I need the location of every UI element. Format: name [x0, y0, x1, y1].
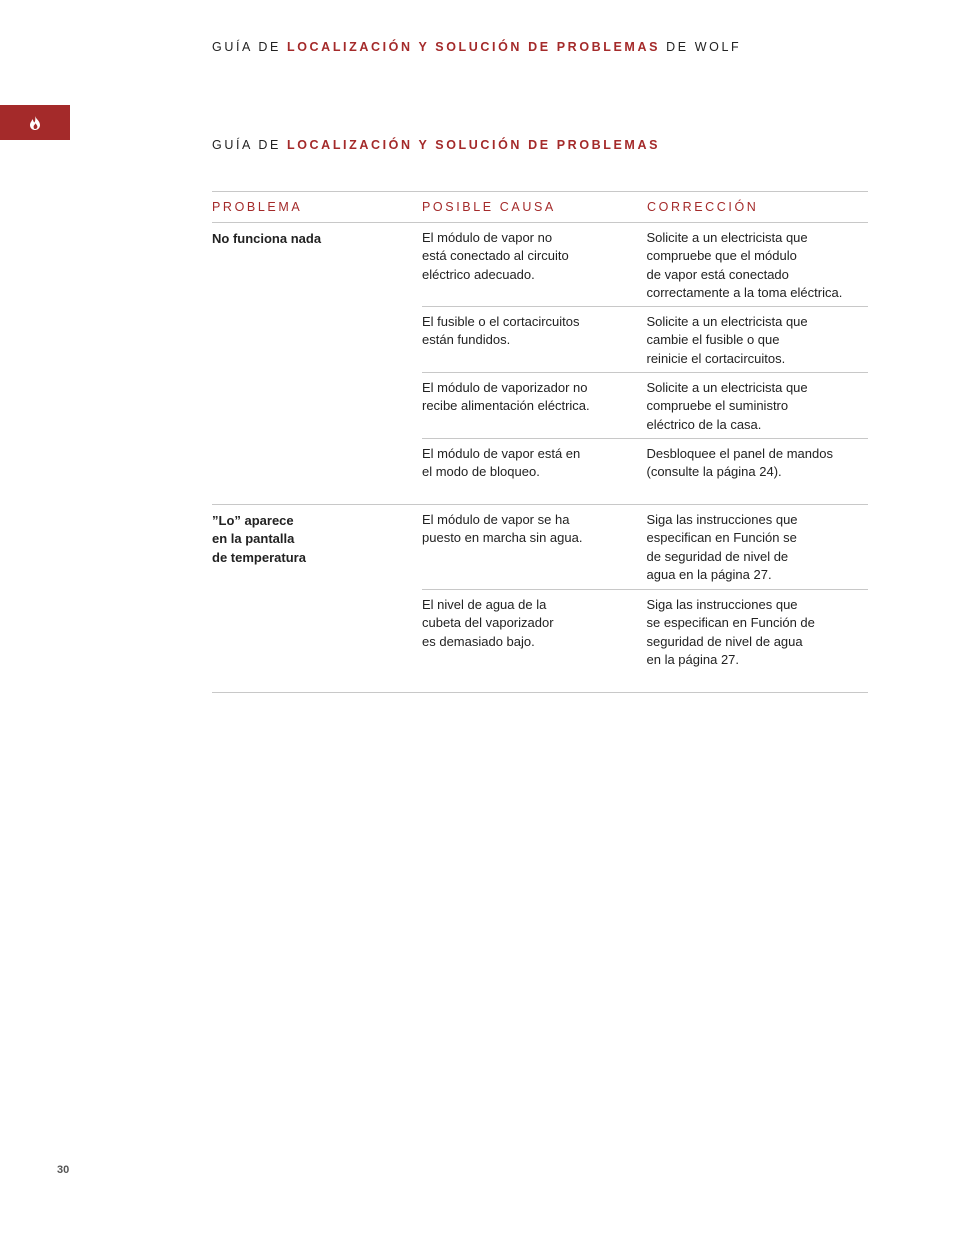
table-row [422, 306, 868, 372]
header-highlight: LOCALIZACIÓN Y SOLUCIÓN DE PROBLEMAS [287, 40, 661, 54]
flame-icon [29, 116, 41, 130]
header-suffix: DE WOLF [666, 40, 742, 54]
problem-label: No funciona nada [212, 231, 322, 246]
cause-cell: El módulo de vapor se ha puesto en marcha sin agua. [422, 512, 583, 546]
cause-cell: El módulo de vapor está en el modo de bloqueo. [422, 446, 581, 480]
problem-label: ”Lo” aparece en la pantalla de temperatura [212, 513, 306, 565]
section-title [212, 138, 660, 152]
correction-cell: Solicite a un electricista que compruebe el suministro eléctrico de la casa. [646, 380, 808, 432]
table-row [422, 223, 868, 306]
column-header-cause: POSIBLE CAUSA [422, 200, 556, 214]
cause-cell: El fusible o el cortacircuitos están fundidos. [422, 314, 580, 348]
section-highlight: LOCALIZACIÓN Y SOLUCIÓN DE PROBLEMAS [287, 138, 661, 152]
table-header [212, 191, 868, 223]
correction-cell: Solicite a un electricista que cambie el fusible o que reinicie el cortacircuitos. [646, 314, 808, 366]
column-header-correction: CORRECCIÓN [647, 200, 759, 214]
header-prefix: GUÍA DE [212, 40, 281, 54]
correction-cell: Desbloquee el panel de mandos (consulte la página 24). [646, 446, 833, 480]
section-tab [0, 105, 70, 140]
table-row [422, 505, 868, 589]
page-number: 30 [57, 1164, 70, 1176]
cause-cell: El módulo de vaporizador no recibe alimentación eléctrica. [422, 380, 590, 414]
cause-cell: El módulo de vapor no está conectado al circuito eléctrico adecuado. [422, 230, 569, 282]
running-header [212, 40, 741, 54]
table-row [422, 372, 868, 438]
correction-cell: Siga las instrucciones que especifican en Función se de seguridad de nivel de agua en la página 27. [646, 512, 798, 583]
table-row [422, 589, 868, 692]
problem-group [212, 505, 868, 693]
correction-cell: Solicite a un electricista que compruebe que el módulo de vapor está conectado correctamente a la toma eléctrica. [646, 230, 843, 301]
table-row [422, 438, 868, 504]
section-prefix: GUÍA DE [212, 138, 281, 152]
column-header-problem: PROBLEMA [212, 200, 303, 214]
cause-cell: El nivel de agua de la cubeta del vaporizador es demasiado bajo. [422, 597, 554, 649]
correction-cell: Siga las instrucciones que se especifican en Función de seguridad de nivel de agua en la página 27. [646, 597, 815, 668]
problem-group [212, 223, 868, 505]
troubleshooting-table [212, 191, 868, 693]
